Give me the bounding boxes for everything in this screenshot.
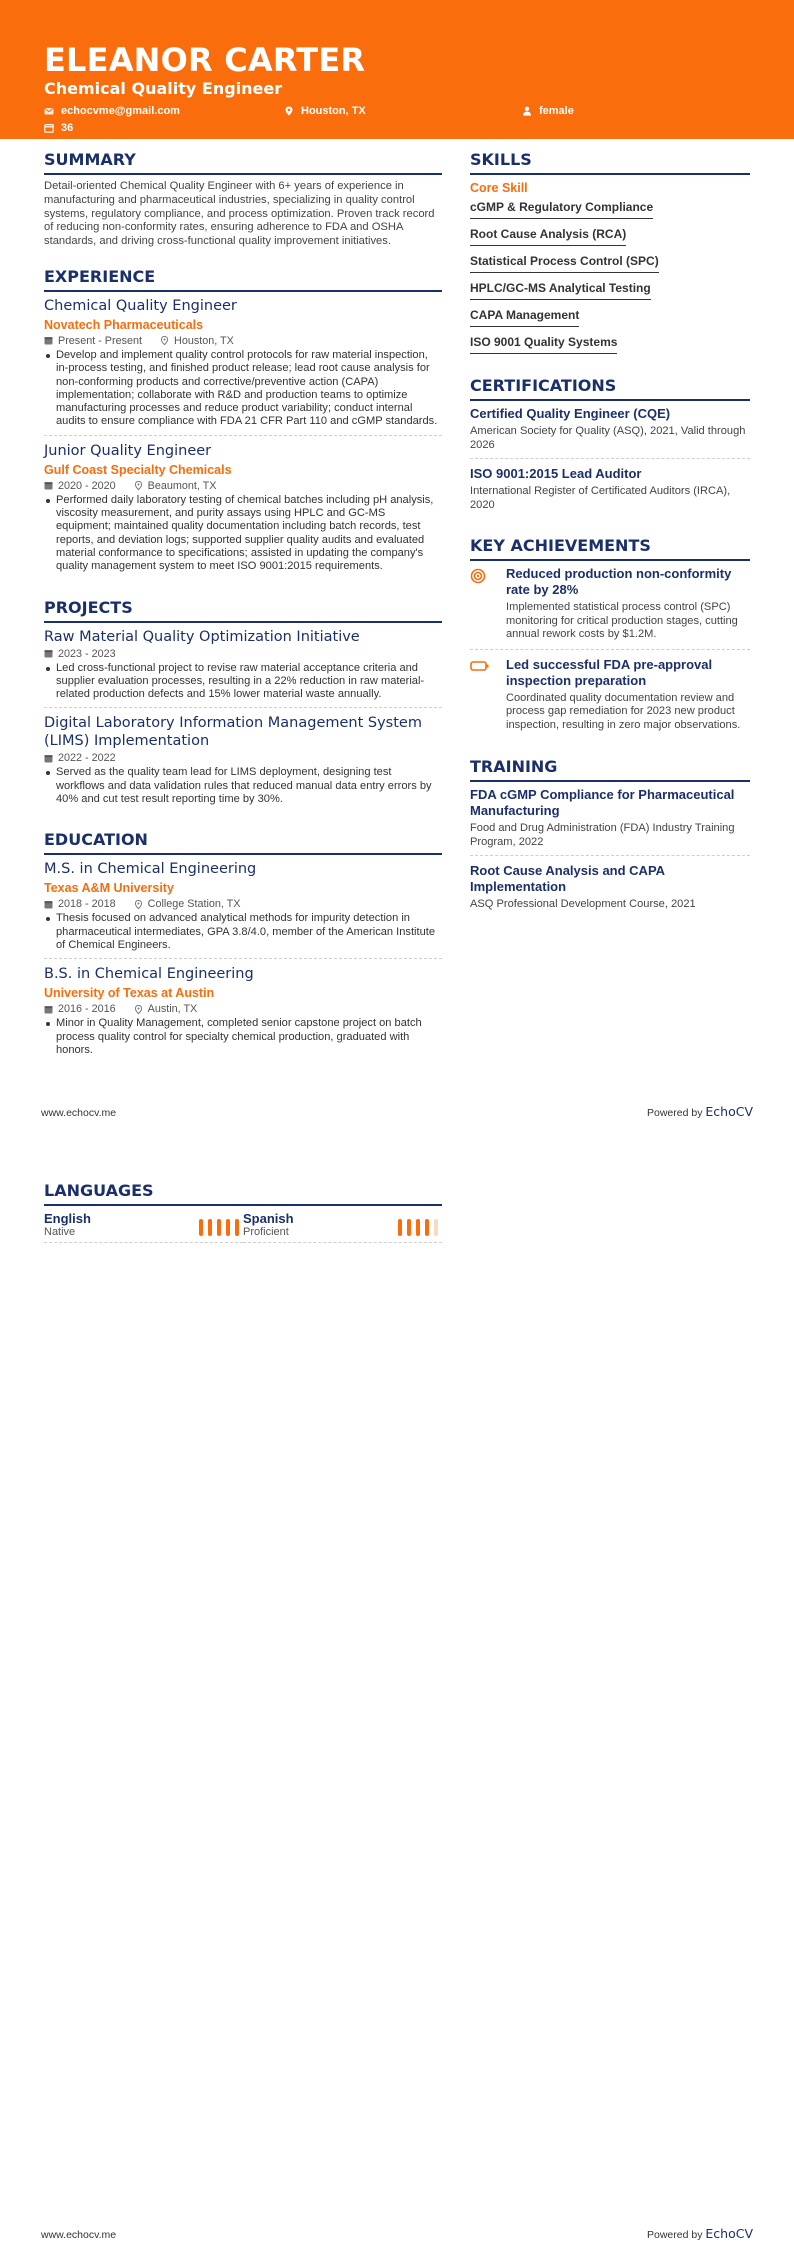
certifications-section [470,376,750,518]
location-pin-icon [160,336,169,345]
entry-location: Houston, TX [174,334,234,347]
email-icon [44,106,54,116]
certification-entry [470,466,750,518]
page-footer [41,2226,753,2241]
rating-bar [208,1219,212,1236]
date-range: 2023 - 2023 [58,647,116,660]
training-section [470,757,750,918]
achievement-description: Coordinated quality documentation review and process gap remediation for 2023 new product inspection, resulting in zero major observations. [506,691,741,731]
project-title: Digital Laboratory Information Management System (LIMS) Implementation [44,715,422,750]
summary-section [44,150,442,249]
rating-bar [398,1219,402,1236]
certification-title: ISO 9001:2015 Lead Auditor [470,466,642,481]
certification-issuer: International Register of Certificated Auditors (IRCA), 2020 [470,485,731,511]
experience-heading: EXPERIENCE [44,267,442,292]
language-rating [398,1211,438,1236]
calendar-icon [44,754,53,763]
projects-section [44,598,442,813]
achievements-heading: KEY ACHIEVEMENTS [470,536,750,561]
age-text: 36 [61,122,74,134]
languages-heading: LANGUAGES [44,1181,442,1206]
powered-by-label: Powered by [647,2229,703,2241]
entry-meta [44,897,442,911]
calendar-icon [44,481,53,490]
training-entry [470,787,750,856]
education-section [44,830,442,1063]
rating-bar [226,1219,230,1236]
skills-heading: SKILLS [470,150,750,175]
skill-item: cGMP & Regulatory Compliance [470,196,653,219]
powered-by [647,1104,753,1119]
entry-bullet: Develop and implement quality control protocols for raw material inspection, in-process testing, and finished product release; lead root cause analysis for non-conforming products and corrective/preventive action (CAPA) implementation; collaborate with R&D and production teams to optimize manufacturing processes and reduce product variability; conduct internal audits to ensure compliance with FDA 21 CFR Part 110 and cGMP standards. [44,349,442,429]
contact-age [44,122,73,134]
entry-location: Beaumont, TX [147,479,217,492]
entry-meta [44,647,442,661]
entry-location: College Station, TX [147,898,241,911]
page-footer [41,1104,753,1119]
calendar-icon [44,123,54,133]
project-entry [44,628,442,709]
language-rating [199,1211,239,1236]
degree-title: B.S. in Chemical Engineering [44,966,254,983]
training-provider: ASQ Professional Development Course, 2021 [470,898,696,910]
company-name: Gulf Coast Specialty Chemicals [44,462,232,477]
entry-location: Austin, TX [147,1003,198,1016]
language-level: Proficient [243,1226,289,1238]
contact-location [284,105,366,117]
entry-meta [44,479,442,493]
location-pin-icon [134,900,143,909]
achievement-title: Reduced production non-conformity rate by 28% [506,566,732,597]
rating-bar [425,1219,429,1236]
rating-bar [199,1219,203,1236]
education-heading: EDUCATION [44,830,442,855]
training-title: FDA cGMP Compliance for Pharmaceutical Manufacturing [470,787,735,818]
school-name: University of Texas at Austin [44,986,215,1001]
entry-meta [44,751,442,765]
certification-entry [470,406,750,459]
achievement-title: Led successful FDA pre-approval inspection preparation [506,656,713,688]
calendar-icon [44,1005,53,1014]
language-level: Native [44,1226,76,1238]
rating-bar [407,1219,411,1236]
summary-heading: SUMMARY [44,150,442,175]
date-range: Present - Present [58,334,143,347]
powered-by-label: Powered by [647,1107,703,1119]
school-name: Texas A&M University [44,881,174,896]
job-title: Junior Quality Engineer [44,442,212,459]
summary-text: Detail-oriented Chemical Quality Engineer with 6+ years of experience in manufacturing and pharmaceutical industries, specializing in quality control systems, regulatory compliance, and process optimization. Proven track record of reducing non-conformity rates, ensuring adherence to FDA and OSHA standards, and driving cross-functional quality improvement initiatives. [44,180,435,248]
resume-header [0,0,794,139]
entry-bullet: Thesis focused on advanced analytical methods for impurity detection in pharmaceutical intermediates, GPA 3.8/4.0, member of the American Institute of Chemical Engineers. [44,912,442,952]
calendar-icon [44,649,53,658]
right-column [470,150,750,936]
location-pin-icon [134,1005,143,1014]
brand-logo[interactable]: EchoCV [705,1104,753,1119]
date-range: 2020 - 2020 [58,479,116,492]
training-heading: TRAINING [470,757,750,782]
experience-section [44,267,442,580]
calendar-icon [44,900,53,909]
degree-title: M.S. in Chemical Engineering [44,861,257,878]
skill-category: Core Skill [470,181,528,195]
date-range: 2022 - 2022 [58,752,116,765]
entry-bullet: Led cross-functional project to revise raw material acceptance criteria and supplier evaluation processes, resulting in a 22% reduction in raw material-related production defects and 15% lower material waste annually. [44,662,442,702]
rating-bar [416,1219,420,1236]
skill-item: ISO 9001 Quality Systems [470,331,617,354]
language-item [44,1211,243,1243]
achievement-entry [470,657,750,740]
powered-by [647,2226,753,2241]
experience-entry [44,442,442,580]
left-column [44,150,442,1081]
entry-bullet: Minor in Quality Management, completed senior capstone project on batch process quality control for specialty chemical production, graduated with honors. [44,1017,442,1057]
rating-bar [235,1219,239,1236]
education-entry [44,965,442,1063]
location-text: Houston, TX [301,105,366,117]
contact-email[interactable] [44,105,180,117]
date-range: 2016 - 2016 [58,1003,116,1016]
training-entry [470,863,750,918]
certifications-heading: CERTIFICATIONS [470,376,750,401]
achievements-section [470,536,750,739]
footer-site-link[interactable]: www.echocv.me [41,1107,117,1119]
language-name: English [44,1211,91,1226]
skill-item: Root Cause Analysis (RCA) [470,223,626,246]
skill-item: Statistical Process Control (SPC) [470,250,659,273]
candidate-name: ELEANOR CARTER [44,41,366,79]
brand-logo[interactable]: EchoCV [705,2226,753,2241]
rating-bar [434,1219,438,1236]
target-icon [470,566,506,642]
training-provider: Food and Drug Administration (FDA) Industry Training Program, 2022 [470,822,735,848]
languages-section [44,1181,442,1243]
skill-item: HPLC/GC-MS Analytical Testing [470,277,651,300]
email-text: echocvme@gmail.com [61,105,180,117]
projects-heading: PROJECTS [44,598,442,623]
rating-bar [217,1219,221,1236]
contact-info [44,105,750,139]
entry-bullet: Performed daily laboratory testing of chemical batches including pH analysis, viscosity measurement, and purity assays using HPLC and GC-MS equipment; maintained quality documentation including batch records, test reports, and deviation logs; supported supplier quality audits and evaluated material conformance to specifications; assisted in updating the company's quality management system to meet ISO 9001:2015 requirements. [44,494,442,574]
calendar-icon [44,336,53,345]
company-name: Novatech Pharmaceuticals [44,317,204,332]
experience-entry [44,297,442,436]
project-title: Raw Material Quality Optimization Initiative [44,628,360,645]
skill-item: CAPA Management [470,304,579,327]
person-icon [522,106,532,116]
contact-gender [522,105,574,117]
certification-title: Certified Quality Engineer (CQE) [470,406,671,421]
certification-issuer: American Society for Quality (ASQ), 2021, Valid through 2026 [470,425,746,451]
location-pin-icon [134,481,143,490]
entry-bullet: Served as the quality team lead for LIMS deployment, designing test workflows and data validation rules that reduced manual data entry errors by 40% and cut test result reporting time by 30%. [44,766,442,806]
gender-text: female [539,105,574,117]
education-entry [44,860,442,959]
entry-meta [44,1002,442,1016]
location-pin-icon [284,106,294,116]
training-title: Root Cause Analysis and CAPA Implementation [470,863,665,894]
candidate-title: Chemical Quality Engineer [44,79,283,98]
footer-site-link[interactable]: www.echocv.me [41,2229,117,2241]
skills-section [470,150,750,358]
language-item [243,1211,442,1243]
job-title: Chemical Quality Engineer [44,297,237,314]
language-name: Spanish [243,1211,294,1226]
project-entry [44,714,442,812]
battery-icon [470,657,506,733]
entry-meta [44,334,442,348]
date-range: 2018 - 2018 [58,898,116,911]
achievement-description: Implemented statistical process control (SPC) monitoring for critical production stages, cutting annual rework costs by $1.2M. [506,601,738,640]
achievement-entry [470,566,750,650]
